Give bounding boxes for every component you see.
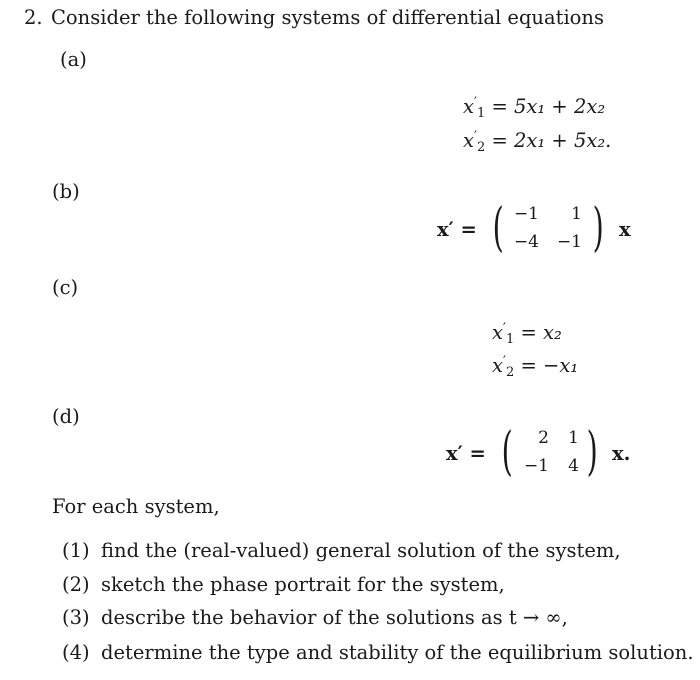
part-c-eq2-rhs: −x₁	[542, 354, 579, 377]
part-c-equation-2	[492, 355, 578, 379]
part-d-label: (d)	[52, 405, 80, 428]
part-a-eq1-sub: 1	[476, 106, 486, 121]
part-a-eq1-rel: =	[491, 95, 508, 118]
part-a-eq2-sub: 2	[476, 140, 486, 155]
part-b-matrix-r2c1: −4	[513, 232, 539, 252]
instruction-item-2-text: sketch the phase portrait for the system,	[101, 573, 505, 596]
part-c-eq1-prime: ′	[503, 321, 506, 336]
part-b-matrix-r2c2: −1	[556, 232, 582, 252]
part-a-label: (a)	[60, 48, 87, 71]
part-d-matrix-r2c1: −1	[523, 456, 549, 476]
part-b-right-paren: )	[592, 198, 604, 258]
part-a-eq2-rhs: 2x₁ + 5x₂.	[513, 129, 612, 152]
part-d-right-paren: )	[586, 422, 598, 482]
instruction-item-4-num: (4)	[62, 641, 90, 664]
part-d-matrix-r2c2: 4	[568, 456, 579, 476]
part-c-equation-1	[492, 322, 562, 346]
part-b-label: (b)	[52, 180, 80, 203]
part-d-lhs: x′ =	[446, 442, 486, 465]
part-c-eq1-lhs: x	[492, 321, 503, 344]
instructions-intro: For each system,	[52, 495, 220, 518]
part-c-eq2-prime: ′	[503, 354, 506, 369]
part-c-label: (c)	[52, 276, 79, 299]
part-c-eq1-rhs: x₂	[542, 321, 562, 344]
part-a-eq2-lhs: x	[463, 129, 474, 152]
part-c-eq2-lhs: x	[492, 354, 503, 377]
instruction-item-3-text: describe the behavior of the solutions as t → ∞,	[101, 606, 568, 629]
part-c-eq1-rel: =	[520, 321, 537, 344]
part-b-matrix-r1c2: 1	[571, 204, 582, 224]
part-d-rhs: x.	[612, 442, 631, 465]
part-d-matrix-r1c2: 1	[568, 428, 579, 448]
part-b-rhs: x	[619, 218, 631, 241]
part-a-eq1-lhs: x	[463, 95, 474, 118]
part-a-eq2-rel: =	[491, 129, 508, 152]
part-c-eq1-sub: 1	[505, 332, 515, 347]
instruction-item-4-text: determine the type and stability of the equilibrium solution.	[101, 641, 694, 664]
part-a-equation-2	[463, 130, 611, 154]
instruction-item-1-text: find the (real-valued) general solution of the system,	[101, 539, 621, 562]
instruction-item-2-num: (2)	[62, 573, 90, 596]
part-d-left-paren: (	[501, 422, 513, 482]
instruction-item-3-num: (3)	[62, 606, 90, 629]
instruction-item-1-num: (1)	[62, 539, 90, 562]
part-b-left-paren: (	[492, 198, 504, 258]
part-a-eq1-rhs: 5x₁ + 2x₂	[513, 95, 606, 118]
part-a-eq1-prime: ′	[474, 95, 477, 110]
part-a-equation-1	[463, 96, 605, 120]
part-b-lhs: x′ =	[437, 218, 477, 241]
part-b-matrix-r1c1: −1	[513, 204, 539, 224]
part-a-eq2-prime: ′	[474, 129, 477, 144]
part-d-matrix-r1c1: 2	[538, 428, 549, 448]
part-c-eq2-rel: =	[520, 354, 537, 377]
problem-number: 2.	[24, 6, 43, 29]
problem-statement: Consider the following systems of differential equations	[51, 6, 604, 29]
part-c-eq2-sub: 2	[505, 365, 515, 380]
